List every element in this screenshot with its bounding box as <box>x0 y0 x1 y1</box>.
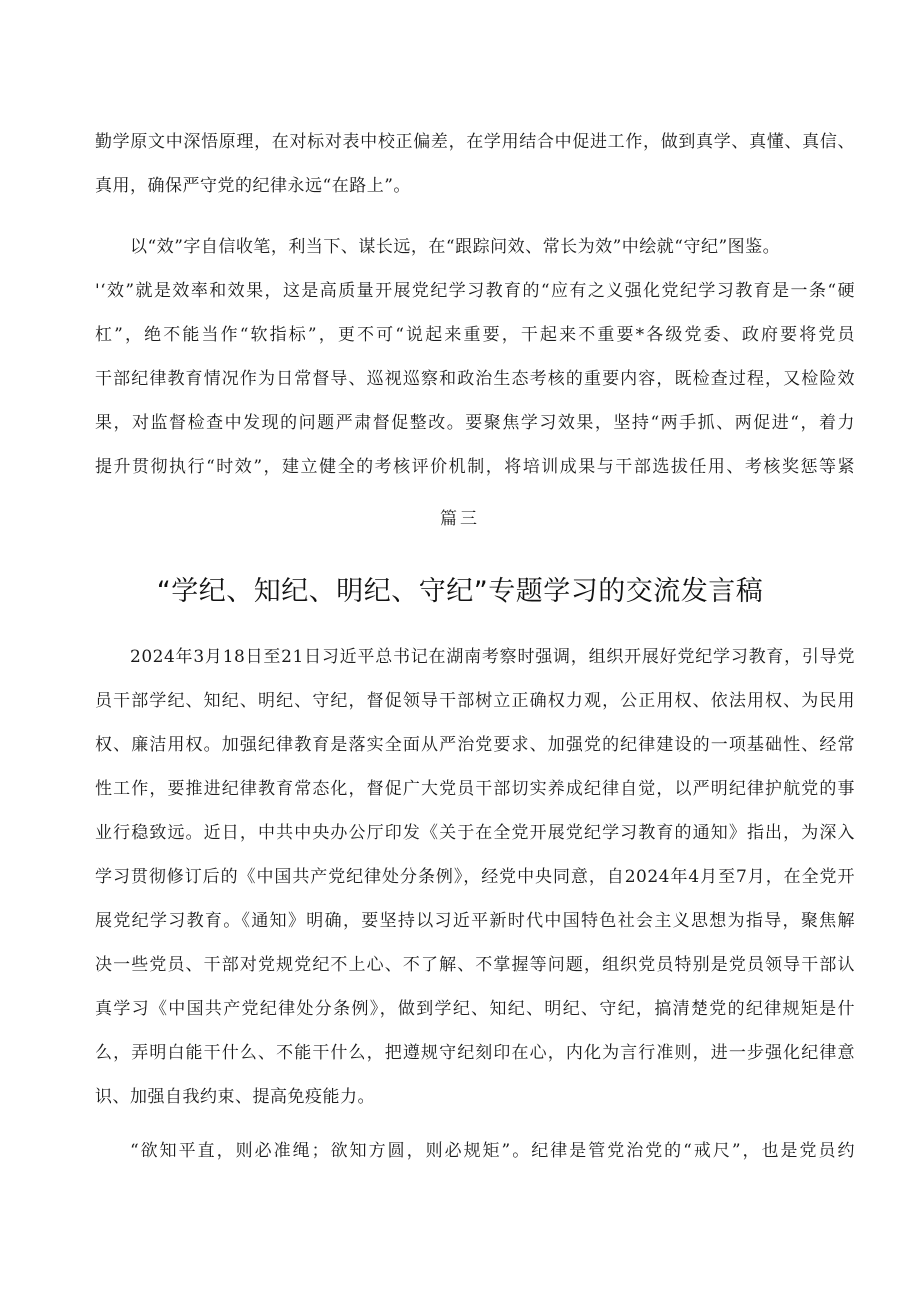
paragraph-4-line-1: “欲知平直，则必准绳；欲知方圆，则必规矩”。纪律是管党治党的“戒尺”，也是党员约 <box>130 1141 855 1161</box>
paragraph-2-line-6: 提升贯彻执行“时效”，建立健全的考核评价机制，将培训成果与干部选拔任用、考核奖惩等紧 <box>95 457 855 477</box>
paragraph-3-line-4: 性工作，要推进纪律教育常态化，督促广大党员干部切实养成纪律自觉，以严明纪律护航党的事 <box>95 779 855 799</box>
paragraph-3-line-3: 权、廉洁用权。加强纪律教育是落实全面从严治党要求、加强党的纪律建设的一项基础性、经常 <box>95 735 855 755</box>
paragraph-2-line-4: 干部纪律教育情况作为日常督导、巡视巡察和政治生态考核的重要内容，既检查过程，又检险效 <box>95 369 855 389</box>
document-title: “学纪、知纪、明纪、守纪”专题学习的交流发言稿 <box>156 576 764 607</box>
paragraph-3-line-7: 展党纪学习教育。《通知》明确，要坚持以习近平新时代中国特色社会主义思想为指导，聚焦解 <box>95 911 855 931</box>
paragraph-1-line-2: 真用，确保严守党的纪律永远“在路上”。 <box>95 176 411 196</box>
paragraph-2-line-1: 以“效”字自信收笔，利当下、谋长远，在“跟踪问效、常长为效”中绘就“守纪”图鉴。 <box>130 237 781 257</box>
paragraph-3-line-2: 员干部学纪、知纪、明纪、守纪，督促领导干部树立正确权力观，公正用权、依法用权、为民用 <box>95 691 855 711</box>
paragraph-3-line-8: 决一些党员、干部对党规党纪不上心、不了解、不掌握等问题，组织党员特别是党员领导干部认 <box>95 955 855 975</box>
paragraph-3-line-5: 业行稳致远。近日，中共中央办公厅印发《关于在全党开展党纪学习教育的通知》指出，为深入 <box>95 823 855 843</box>
paragraph-3-line-1: 2024年3月18日至21日习近平总书记在湖南考察时强调，组织开展好党纪学习教育，引导党 <box>130 647 855 667</box>
paragraph-3-line-10: 么，弄明白能干什么、不能干什么，把遵规守纪刻印在心，内化为言行准则，进一步强化纪律意 <box>95 1043 855 1063</box>
paragraph-2-line-5: 果，对监督检查中发现的问题严肃督促整改。要聚焦学习效果，坚持“两手抓、两促进“，着力 <box>95 413 855 433</box>
paragraph-1-line-1: 勤学原文中深悟原理，在对标对表中校正偏差，在学用结合中促进工作，做到真学、真懂、真信、 <box>95 132 855 152</box>
paragraph-2-line-3: 杠”，绝不能当作“软指标”，更不可“说起来重要，干起来不重要*各级党委、政府要将党员 <box>95 325 855 345</box>
paragraph-3-line-9: 真学习《中国共产党纪律处分条例》，做到学纪、知纪、明纪、守纪，搞清楚党的纪律规矩是什 <box>95 999 855 1019</box>
paragraph-3-line-6: 学习贯彻修订后的《中国共产党纪律处分条例》，经党中央同意，自2024年4月至7月，在全党开 <box>95 867 855 887</box>
paragraph-3-line-11: 识、加强自我约束、提高免疫能力。 <box>95 1087 375 1107</box>
paragraph-2-line-2: '‘效”就是效率和效果，这是高质量开展党纪学习教育的“应有之义强化党纪学习教育是一条“硬 <box>95 281 855 301</box>
section-label: 篇三 <box>440 509 480 529</box>
